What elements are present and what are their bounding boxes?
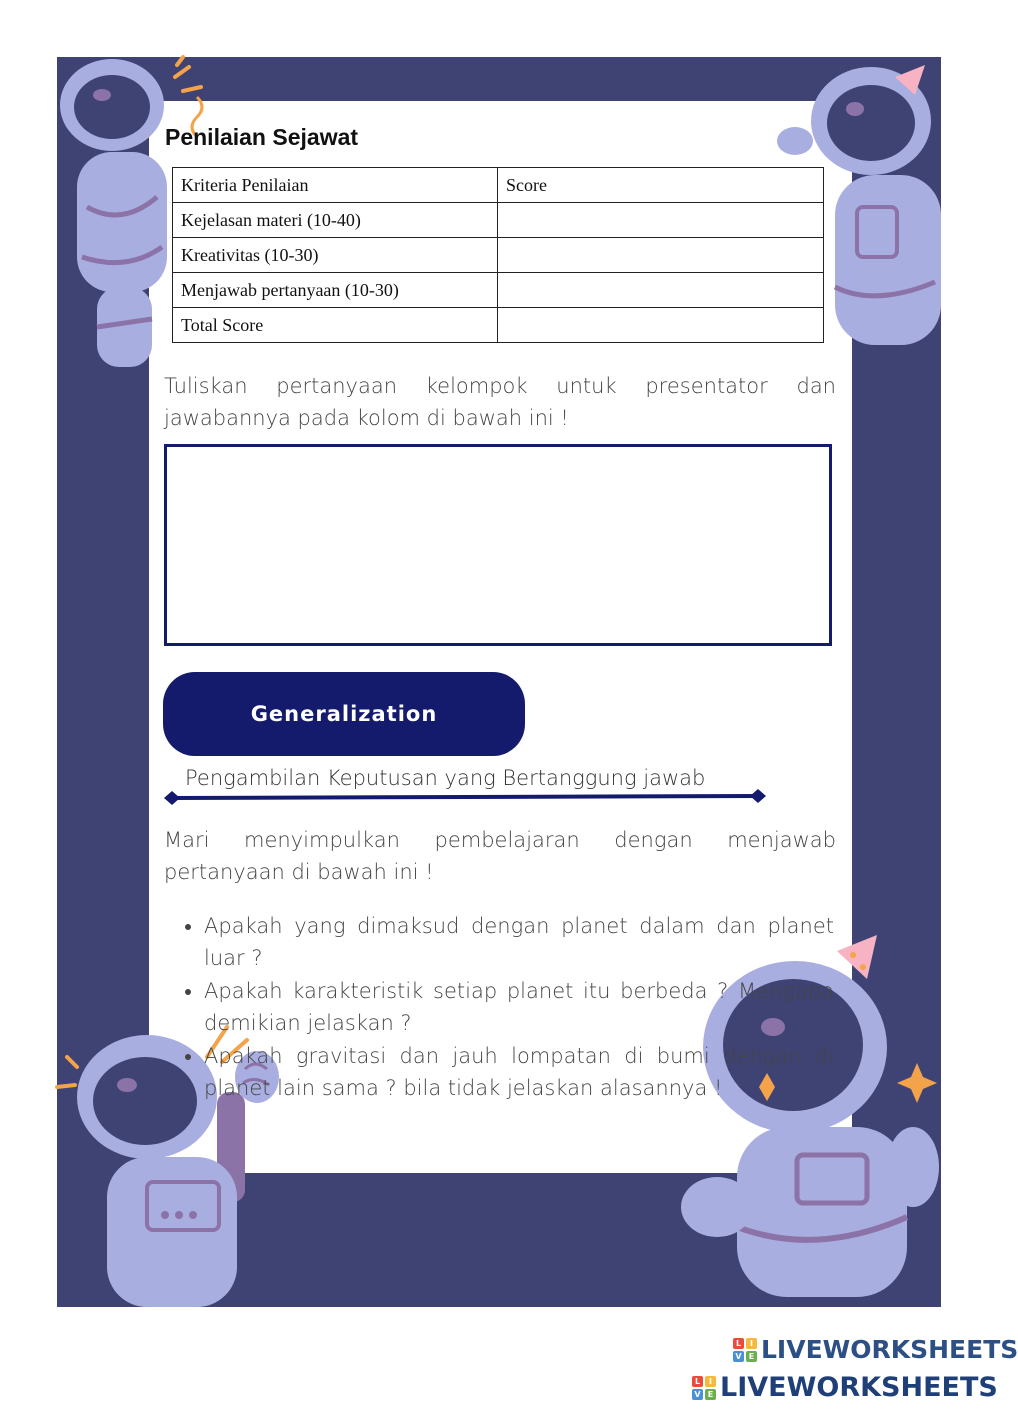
header-score: Score bbox=[498, 168, 824, 203]
score-cell[interactable] bbox=[498, 203, 824, 238]
table-header-row bbox=[173, 168, 824, 203]
list-item: • Apakah karakteristik setiap planet itu berbeda ? Mengapa demikian jelaskan ? bbox=[204, 975, 834, 1039]
subtitle-underline-divider bbox=[162, 788, 768, 808]
subtitle-text: Pengambilan Keputusan yang Bertanggung jawab bbox=[185, 766, 706, 790]
table-row bbox=[173, 238, 824, 273]
score-cell[interactable] bbox=[498, 238, 824, 273]
list-item: • Apakah yang dimaksud dengan planet dalam dan planet luar ? bbox=[204, 910, 834, 974]
watermark-text: LIVEWORKSHEETS bbox=[720, 1372, 998, 1403]
score-cell[interactable] bbox=[498, 273, 824, 308]
grading-table bbox=[172, 167, 824, 343]
logo-letter-i: I bbox=[746, 1338, 757, 1349]
logo-letter-v: V bbox=[733, 1351, 744, 1362]
criteria-cell: Menjawab pertanyaan (10-30) bbox=[173, 273, 498, 308]
conclusion-intro-text: Mari menyimpulkan pembelajaran dengan menjawab pertanyaan di bawah ini ! bbox=[164, 828, 836, 884]
logo-letter-l: L bbox=[692, 1376, 703, 1387]
liveworksheets-logo-icon bbox=[733, 1338, 757, 1362]
header-criteria: Kriteria Penilaian bbox=[173, 168, 498, 203]
logo-letter-l: L bbox=[733, 1338, 744, 1349]
generalization-banner: Generalization bbox=[163, 672, 525, 756]
watermark-outer bbox=[692, 1372, 998, 1403]
logo-letter-v: V bbox=[692, 1389, 703, 1400]
instruction-text: Tuliskan pertanyaan kelompok untuk presentator dan jawabannya pada kolom di bawah ini ! bbox=[164, 374, 836, 430]
watermark-inner bbox=[733, 1335, 1018, 1364]
list-item: • Apakah gravitasi dan jauh lompatan di bumi dengan di planet lain sama ? bila tidak jelaskan alasannya ! bbox=[204, 1040, 834, 1104]
logo-letter-i: I bbox=[705, 1376, 716, 1387]
logo-letter-e: E bbox=[746, 1351, 757, 1362]
section-title: Penilaian Sejawat bbox=[165, 124, 359, 150]
table-row bbox=[173, 273, 824, 308]
watermark-text: LIVEWORKSHEETS bbox=[761, 1335, 1018, 1364]
criteria-cell: Kreativitas (10-30) bbox=[173, 238, 498, 273]
criteria-cell: Total Score bbox=[173, 308, 498, 343]
question-list bbox=[164, 910, 834, 1105]
score-cell[interactable] bbox=[498, 308, 824, 343]
criteria-cell: Kejelasan materi (10-40) bbox=[173, 203, 498, 238]
logo-letter-e: E bbox=[705, 1389, 716, 1400]
table-row bbox=[173, 308, 824, 343]
table-row bbox=[173, 203, 824, 238]
liveworksheets-logo-icon bbox=[692, 1376, 716, 1400]
answer-input-box[interactable] bbox=[164, 444, 832, 646]
